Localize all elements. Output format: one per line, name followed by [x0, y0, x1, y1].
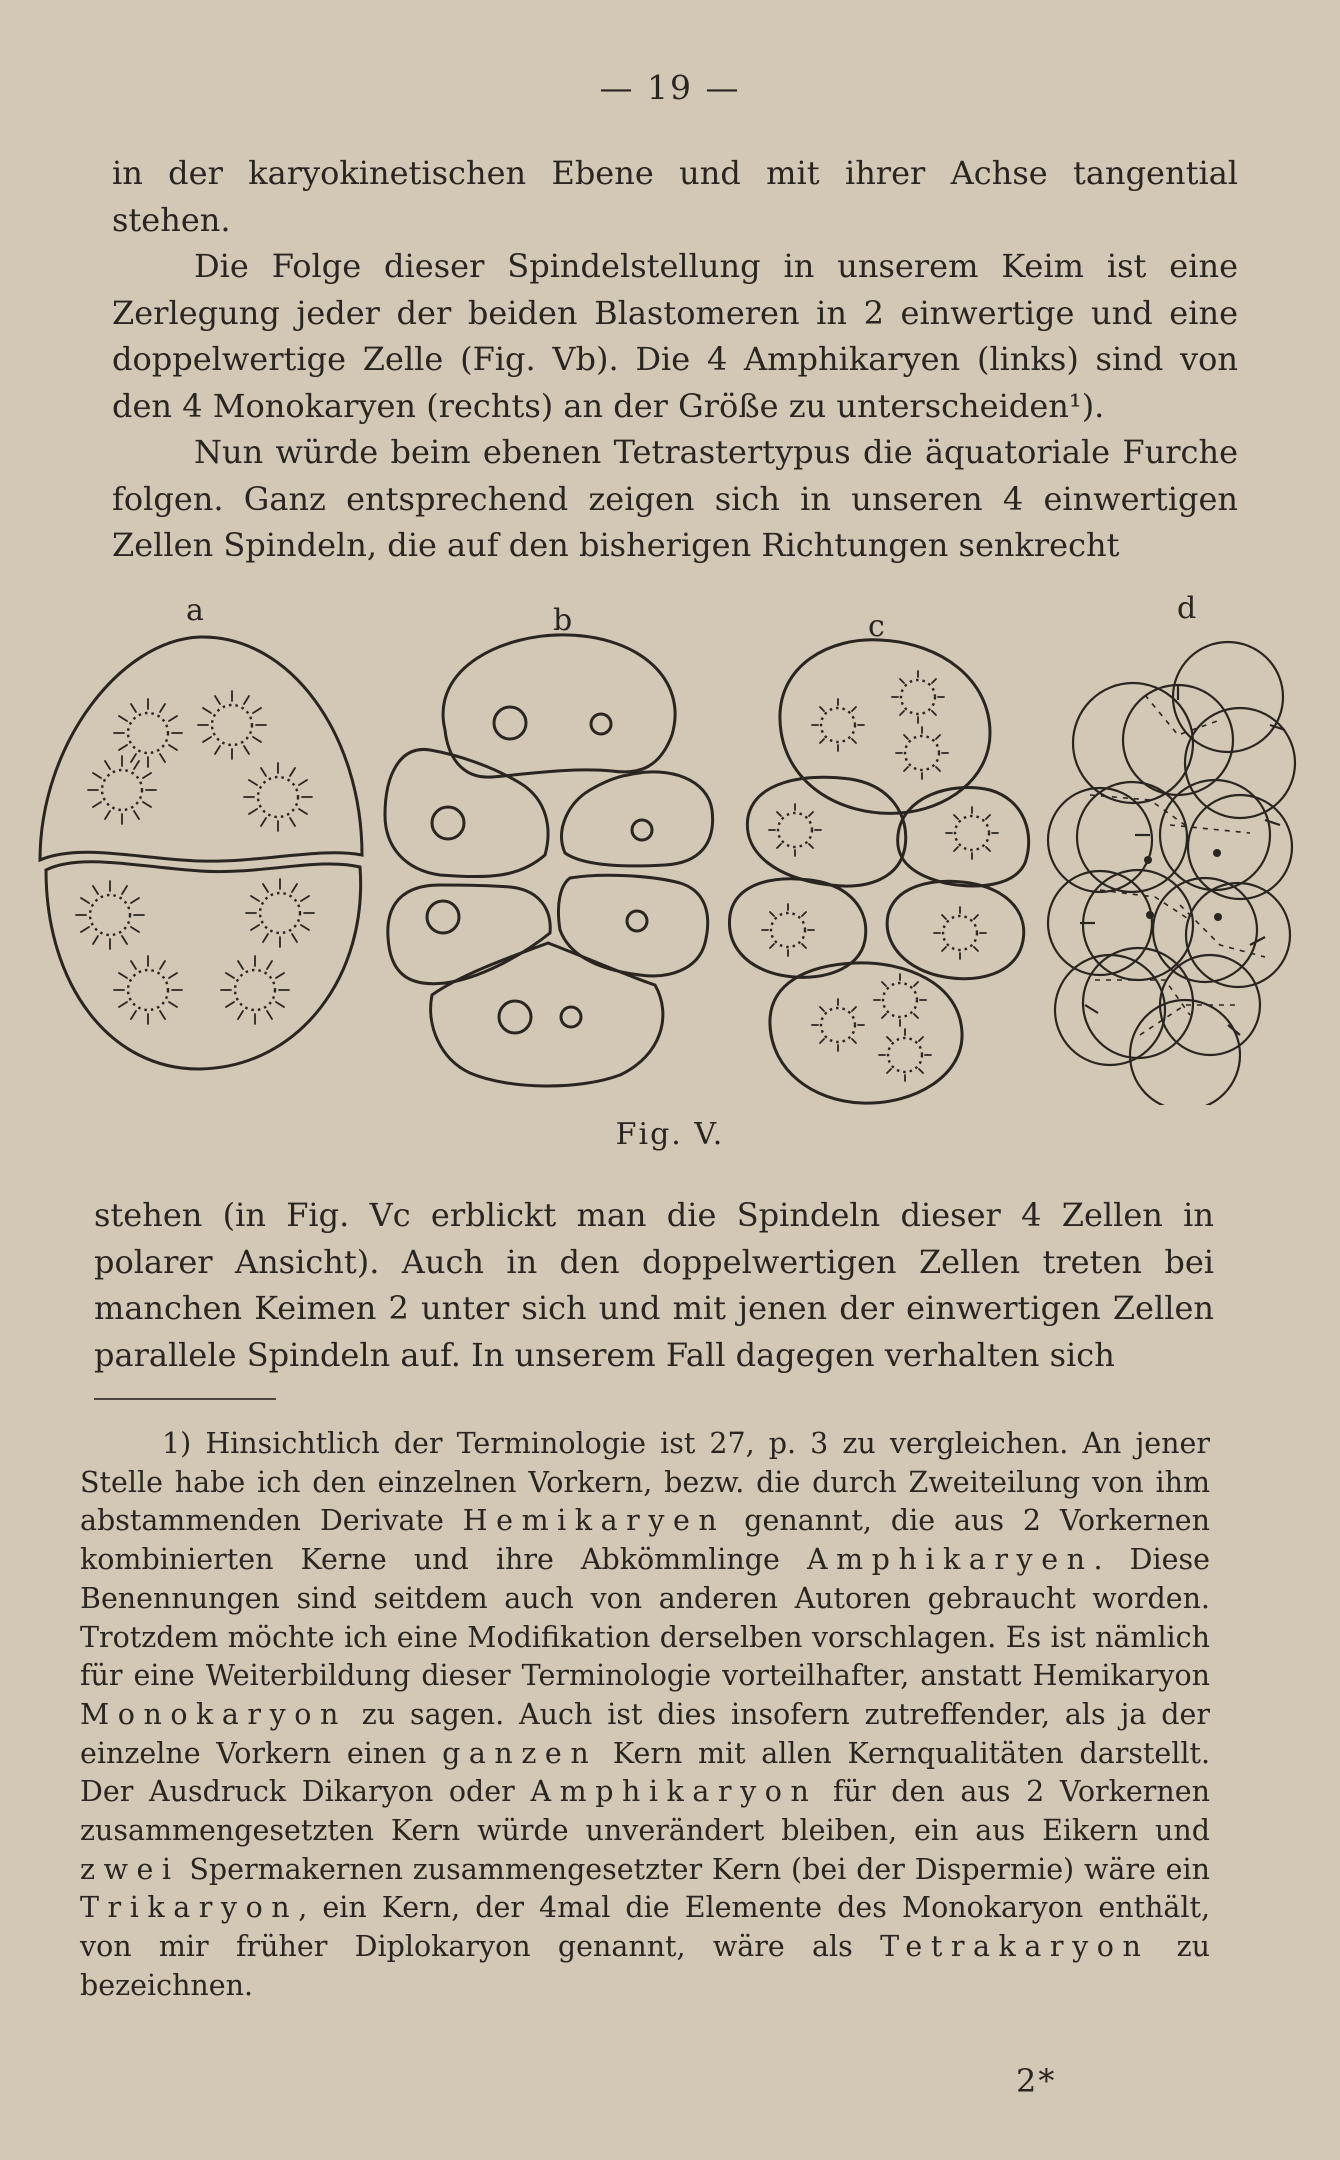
figure-d-cell-outlines: [1048, 642, 1295, 1105]
figure-caption: Fig. V.: [615, 1117, 725, 1152]
figure-label-c: c: [868, 609, 885, 644]
figure-c-spindles-polar-view: [729, 640, 1028, 1103]
paragraph-bottom: stehen (in Fig. Vc erblickt man die Spindeln dieser 4 Zellen in polarer Ansicht). Auch in den doppelwertigen Zellen treten bei manchen Keimen 2 unter sich und mit jenen der einwertigen Zellen parallele Spindeln auf. In unserem Fall dagegen verhalten sich: [94, 1196, 1214, 1374]
figure-v: [0, 585, 1340, 1105]
paragraph-3: Nun würde beim ebenen Tetrastertypus die äquatoriale Furche folgen. Ganz entsprechend zeigen sich in unseren 4 einwertigen Zellen Spindeln, die auf den bisherigen Richtungen senkrecht: [112, 433, 1238, 564]
footnote-divider: [94, 1398, 276, 1400]
paragraph-line-1: in der karyokinetischen Ebene und mit ihrer Achse tangential stehen.: [112, 154, 1238, 239]
figure-label-a: a: [186, 593, 204, 628]
footnote-text: 1) Hinsichtlich der Terminologie ist 27, p. 3 zu vergleichen. An jener Stelle habe ich den einzelnen Vorkern, bezw. die durch Zweiteilung von ihm abstammenden Derivate Hemikaryen genannt, die aus 2 Vorkernen kombinierten Kerne und ihre Abkömmlinge Amphikaryen. Diese Benennungen sind seitdem auch von anderen Autoren gebraucht worden. Trotzdem möchte ich eine Modifikation derselben vorschlagen. Es ist nämlich für eine Weiterbildung dieser Terminologie vorteilhafter, anstatt Hemikaryon Monokaryon zu sagen. Auch ist dies insofern zutreffender, als ja der einzelne Vorkern einen ganzen Kern mit allen Kernqualitäten darstellt. Der Ausdruck Dikaryon oder Amphikaryon für den aus 2 Vorkernen zusammengesetzten Kern würde unverändert bleiben, ein aus Eikern und zwei Spermakernen zusammengesetzter Kern (bei der Dispermie) wäre ein Trikaryon, ein Kern, der 4mal die Elemente des Monokaryon enthält, von mir früher Diplokaryon genannt, wäre als Tetrakaryon zu bezeichnen.: [80, 1427, 1211, 2002]
figure-v-drawing: [0, 585, 1340, 1105]
page-number: — 19 —: [599, 68, 741, 107]
paragraph-2: Die Folge dieser Spindelstellung in unserem Keim ist eine Zerlegung jeder der beiden Blastomeren in 2 einwertige und eine doppelwertige Zelle (Fig. Vb). Die 4 Amphikaryen (links) sind von den 4 Monokaryen (rechts) an der Größe zu unterscheiden¹).: [112, 247, 1238, 425]
paragraph-top: [112, 150, 1238, 569]
figure-a-two-cell-stage: [40, 637, 362, 1069]
figure-label-b: b: [553, 603, 573, 638]
figure-label-d: d: [1177, 591, 1197, 626]
footnote: [80, 1425, 1210, 2006]
figure-b-six-cell-stage: [385, 635, 713, 1086]
signature-mark: 2*: [1016, 2062, 1057, 2100]
